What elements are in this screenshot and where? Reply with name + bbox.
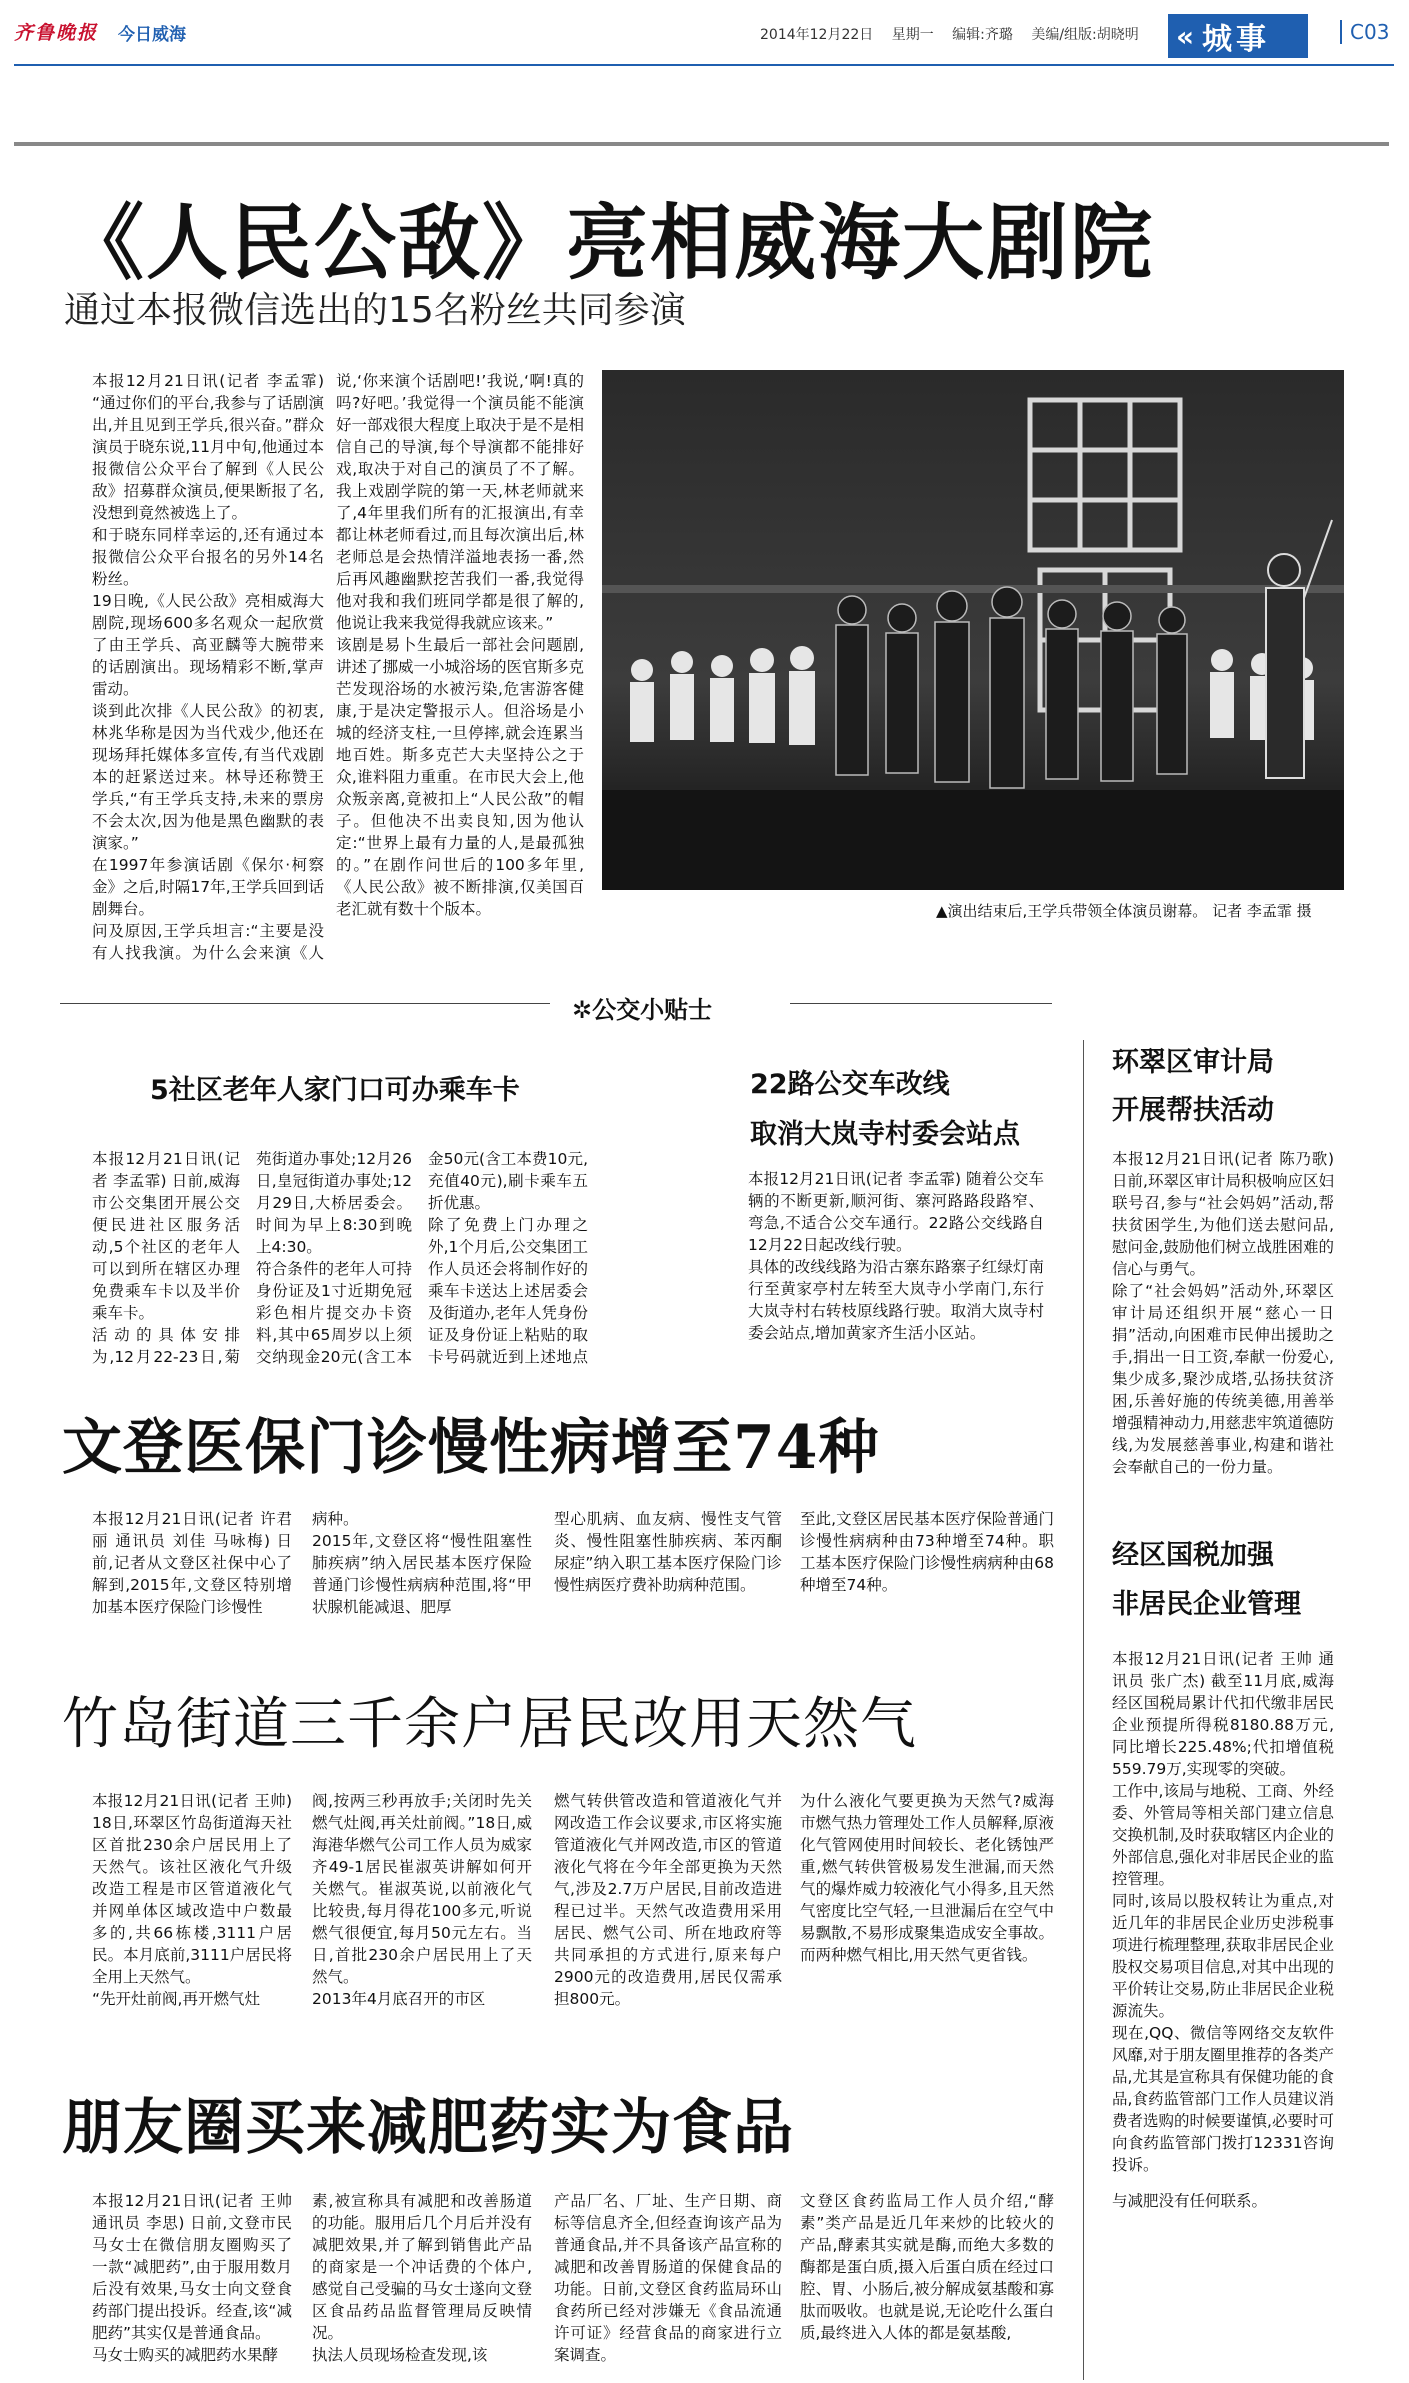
issue-weekday: 星期一 bbox=[891, 27, 934, 43]
photo-caption: ▲演出结束后,王学兵带领全体演员谢幕。 记者 李孟霏 摄 bbox=[936, 902, 1312, 920]
edition-name: 今日威海 bbox=[118, 25, 186, 45]
lead-headline: 《人民公敌》亮相威海大剧院 bbox=[62, 195, 1155, 291]
tips-rule-left bbox=[60, 1003, 550, 1004]
tips-story1-col1: 本报12月21日讯(记者 李孟霏) 日前,威海市公交集团开展公交便民进社区服务活动,5个社区的老年人可以到所在辖区办理免费乘车卡以及半价乘车卡。 活动的具体安排为,12月22-23日,菊 bbox=[92, 1150, 240, 1366]
gas-col3: 燃气转供管改造和管道液化气并网改造工作会议要求,市区将实施管道液化气并网改造,市区的管道液化气将在今年全部更换为天然气,涉及2.7万户居民,目前改造进程已过半。天然气改造费用采用居民、燃气公司、所在地政府等共同承担的方式进行,原来每户2900元的改造费用,居民仅需承担800元。 bbox=[554, 1792, 782, 2008]
diet-col5: 与减肥没有任何联系。 bbox=[1112, 2192, 1268, 2210]
yibao-col2: 病种。 2015年,文登区将“慢性阻塞性肺疾病”纳入居民基本医疗保险普通门诊慢性病病种范围,将“甲状腺机能减退、肥厚 bbox=[312, 1510, 532, 1616]
tips-story1-col3: 金50元(含工本费10元,充值40元),刷卡乘车五折优惠。 除了免费上门办理之外,1个月后,公交集团工作人员还会将制作好的乘车卡送达上述居委会及街道办,老年人凭身份证及身份证上粘贴的取卡号码就近到上述地点 bbox=[428, 1150, 588, 1366]
gas-col1: 本报12月21日讯(记者 王帅) 18日,环翠区竹岛街道海天社区首批230余户居民用上了天然气。该社区液化气升级改造工程是市区管道液化气并网单体区域改造中户数最多的,共66栋楼,3111户居民。本月底前,3111户居民将全用上天然气。 “先开灶前阀,再开燃气灶 bbox=[92, 1792, 292, 2008]
right-story2-body: 本报12月21日讯(记者 王帅 通讯员 张广杰) 截至11月底,威海经区国税局累计代扣代缴非居民企业预提所得税8180.88万元,同比增长225.48%;代扣增值税559.79万,实现零的突破。 工作中,该局与地税、工商、外经委、外管局等相关部门建立信息交换机制,及时获取辖区内企业的外部信息,强化对非居民企业的监控管理。 同时,该局以股权转让为重点,对近几年的非居民企业历史涉税事项进行梳理整理,获取非居民企业股权交易项目信息,对其中出现的平价转让交易,防止非居民企业税源流失。 现在,QQ、微信等网络交友软件风靡,对于朋友圈里推荐的各类产品,尤其是宣称具有保健功能的食品,食药监管部门工作人员建议消费者选购的时候要谨慎,必要时可向食药监管部门拨打12331咨询投诉。 bbox=[1112, 1650, 1334, 2174]
lead-body-col1: 本报12月21日讯(记者 李孟霏) “通过你们的平台,我参与了话剧演出,并且见到王学兵,很兴奋。”群众演员于晓东说,11月中旬,他通过本报微信公众平台了解到《人民公敌》招募群众演员,便果断报了名,没想到竟然被选上了。 和于晓东同样幸运的,还有通过本报微信公众平台报名的另外14名粉丝。 19日晚,《人民公敌》亮相威海大剧院,现场600多名观众一起欣赏了由王学兵、高亚麟等大腕带来的话剧演出。现场精彩不断,掌声雷动。 谈到此次排《人民公敌》的初衷,林兆华称是因为当代戏少,他还在现场拜托媒体多宣传,有当代戏剧本的赶紧送过来。林导还称赞王学兵,“有王学兵支持,未来的票房不会太次,因为他是黑色幽默的表演家。” 在1997年参演话剧《保尔·柯察金》之后,时隔17年,王学兵回到话剧舞台。 问及原因,王学兵坦言:“主要是没有人找我演。为什么会来演《人 bbox=[92, 372, 324, 960]
page-number: C03 bbox=[1340, 20, 1389, 44]
tips-story2-body: 本报12月21日讯(记者 李孟霏) 随着公交车辆的不断更新,顺河街、寨河路路段路窄、弯急,不适合公交车通行。22路公交线路自12月22日起改线行驶。 具体的改线线路为沿古寨东路寨子红绿灯南行至黄家亭村左转至大岚寺小学南门,东行大岚寺村右转枝原线路行驶。取消大岚寺村委会站点,增加黄家齐生活小区站。 bbox=[748, 1170, 1044, 1342]
right-story2-title-line1: 经区国税加强 bbox=[1112, 1540, 1274, 1571]
right-story2-title-line2: 非居民企业管理 bbox=[1112, 1589, 1301, 1620]
yibao-headline: 文登医保门诊慢性病增至74种 bbox=[62, 1413, 880, 1483]
curtain-call-illustration bbox=[602, 370, 1344, 890]
stage-photo bbox=[602, 370, 1344, 890]
tips-story2-title-line1: 22路公交车改线 bbox=[750, 1069, 950, 1100]
right-story1-title-line2: 开展帮扶活动 bbox=[1112, 1095, 1274, 1126]
tips-story2-title-line2: 取消大岚寺村委会站点 bbox=[750, 1119, 1020, 1150]
lead-body-col2: 说,‘你来演个话剧吧!’我说,‘啊!真的吗?好吧。’我觉得一个演员能不能演好一部戏很大程度上取决于是不是相信自己的导演,每个导演都不能排好戏,取决于对自己的演员了不了解。我上戏剧学院的第一天,林老师就来了,4年里我们所有的汇报演出,有幸都让林老师看过,而且每次演出后,林老师总是会热情洋溢地表扬一番,然后再风趣幽默挖苦我们一番,我觉得他对我和我们班同学都是很了解的,他说让我来我觉得我就应该来。” 该剧是易卜生最后一部社会问题剧,讲述了挪威一小城浴场的医官斯多克芒发现浴场的水被污染,危害游客健康,于是决定警报示人。但浴场是小城的经济支柱,一旦停摔,就会连累当地百姓。斯多克芒大夫坚持公之于众,谁料阻力重重。在市民大会上,他众叛亲离,竟被扣上“人民公敌”的帽子。但他决不出卖良知,因为他认定:“世界上最有力量的人,是最孤独的。”在剧作问世后的100多年里,《人民公敌》被不断排演,仅美国百老汇就有数十个版本。 bbox=[336, 372, 584, 918]
designer-credit: 美编/组版:胡晓明 bbox=[1031, 27, 1139, 43]
right-story1-body: 本报12月21日讯(记者 陈乃歌) 日前,环翠区审计局积极响应区妇联号召,参与“社会妈妈”活动,帮扶贫困学生,为他们送去慰问品,慰问金,鼓励他们树立战胜困难的信心与勇气。 除了“社会妈妈”活动外,环翠区审计局还组织开展“慈心一日捐”活动,向困难市民伸出援助之手,捐出一日工资,奉献一份爱心,集少成多,聚沙成塔,弘扬扶贫济困,乐善好施的传统美德,用善举增强精神动力,用慈悲牢筑道德防线,为发展慈善事业,构建和谐社会奉献自己的一份力量。 bbox=[1112, 1150, 1334, 1476]
diet-headline: 朋友圈买来减肥药实为食品 bbox=[62, 2093, 794, 2163]
section-name: 城事 bbox=[1202, 22, 1270, 57]
issue-date: 2014年12月22日 bbox=[760, 27, 874, 43]
diet-col3: 产品厂名、厂址、生产日期、商标等信息齐全,但经查询该产品为普通食品,并不具备该产品宣称的减肥和改善胃肠道的保健食品的功能。日前,文登区食药监局环山食药所已经对涉嫌无《食品流通许可证》经营食品的商家进行立案调查。 bbox=[554, 2192, 782, 2364]
diet-col2: 素,被宣称具有减肥和改善肠道的功能。服用后几个月后并没有减肥效果,并了解到销售此产品的商家是一个冲话费的个体户,感觉自己受骗的马女士遂向文登区食品药品监督管理局反映情况。 执法人员现场检查发现,该 bbox=[312, 2192, 532, 2364]
chevron-left-icon: « bbox=[1175, 19, 1195, 53]
editor-credit: 编辑:齐璐 bbox=[952, 27, 1013, 43]
yibao-col3: 型心肌病、血友病、慢性支气管炎、慢性阻塞性肺疾病、苯丙酮尿症”纳入职工基本医疗保险门诊慢性病医疗费补助病种范围。 bbox=[554, 1510, 782, 1594]
section-badge bbox=[1168, 14, 1308, 58]
tips-story1-col2: 苑街道办事处;12月26日,皇冠街道办事处;12月29日,大桥居委会。时间为早上8:30到晚上4:30。 符合条件的老年人可持身份证及1寸近期免冠彩色相片提交办卡资料,其中65周岁以上须交纳现金20元(含工本 bbox=[256, 1150, 412, 1366]
tips-section-title: ✲公交小贴士 bbox=[572, 996, 713, 1024]
tips-story1-title: 5社区老年人家门口可办乘车卡 bbox=[150, 1075, 520, 1106]
yibao-col1: 本报12月21日讯(记者 许君丽 通讯员 刘佳 马咏梅) 日前,记者从文登区社保中心了解到,2015年,文登区特别增加基本医疗保险门诊慢性 bbox=[92, 1510, 292, 1616]
lead-subheadline: 通过本报微信选出的15名粉丝共同参演 bbox=[64, 290, 686, 331]
right-column-separator bbox=[1083, 1040, 1084, 2380]
issue-info bbox=[760, 24, 1153, 44]
right-story1-title-line1: 环翠区审计局 bbox=[1112, 1047, 1274, 1078]
newspaper-logo: 齐鲁晚报 bbox=[14, 22, 99, 44]
gas-headline: 竹岛街道三千余户居民改用天然气 bbox=[62, 1692, 917, 1757]
masthead-rule bbox=[14, 64, 1394, 66]
diet-col1: 本报12月21日讯(记者 王帅 通讯员 李思) 日前,文登市民马女士在微信朋友圈购买了一款“减肥药”,由于服用数月后没有效果,马女士向文登食药部门提出投诉。经查,该“减肥药”其实仅是普通食品。 马女士购买的减肥药水果酵 bbox=[92, 2192, 292, 2364]
tips-rule-right bbox=[790, 1003, 1052, 1004]
gas-col2: 阀,按两三秒再放手;关闭时先关燃气灶阀,再关灶前阀。”18日,威海港华燃气公司工作人员为威家齐49-1居民崔淑英讲解如何开关燃气。崔淑英说,以前液化气比较贵,每月得花100多元,听说燃气很便宜,每月50元左右。当日,首批230余户居民用上了天然气。 2013年4月底召开的市区 bbox=[312, 1792, 532, 2008]
yibao-col4: 至此,文登区居民基本医疗保险普通门诊慢性病病种由73种增至74种。职工基本医疗保险门诊慢性病病种由68种增至74种。 bbox=[800, 1510, 1054, 1594]
diet-col4: 文登区食药监局工作人员介绍,“酵素”类产品是近几年来炒的比较火的产品,酵素其实就是酶,而绝大多数的酶都是蛋白质,摄入后蛋白质在经过口腔、胃、小肠后,被分解成氨基酸和寡肽而吸收。也就是说,无论吃什么蛋白质,最终进入人体的都是氨基酸, bbox=[800, 2192, 1054, 2342]
header-divider bbox=[14, 142, 1389, 146]
gas-col4: 为什么液化气要更换为天然气?威海市燃气热力管理处工作人员解释,原液化气管网使用时间较长、老化锈蚀严重,燃气转供管极易发生泄漏,而天然气的爆炸威力较液化气小得多,且天然气密度比空气轻,一旦泄漏后在空气中易飘散,不易形成聚集造成安全事故。而两种燃气相比,用天然气更省钱。 bbox=[800, 1792, 1054, 1964]
